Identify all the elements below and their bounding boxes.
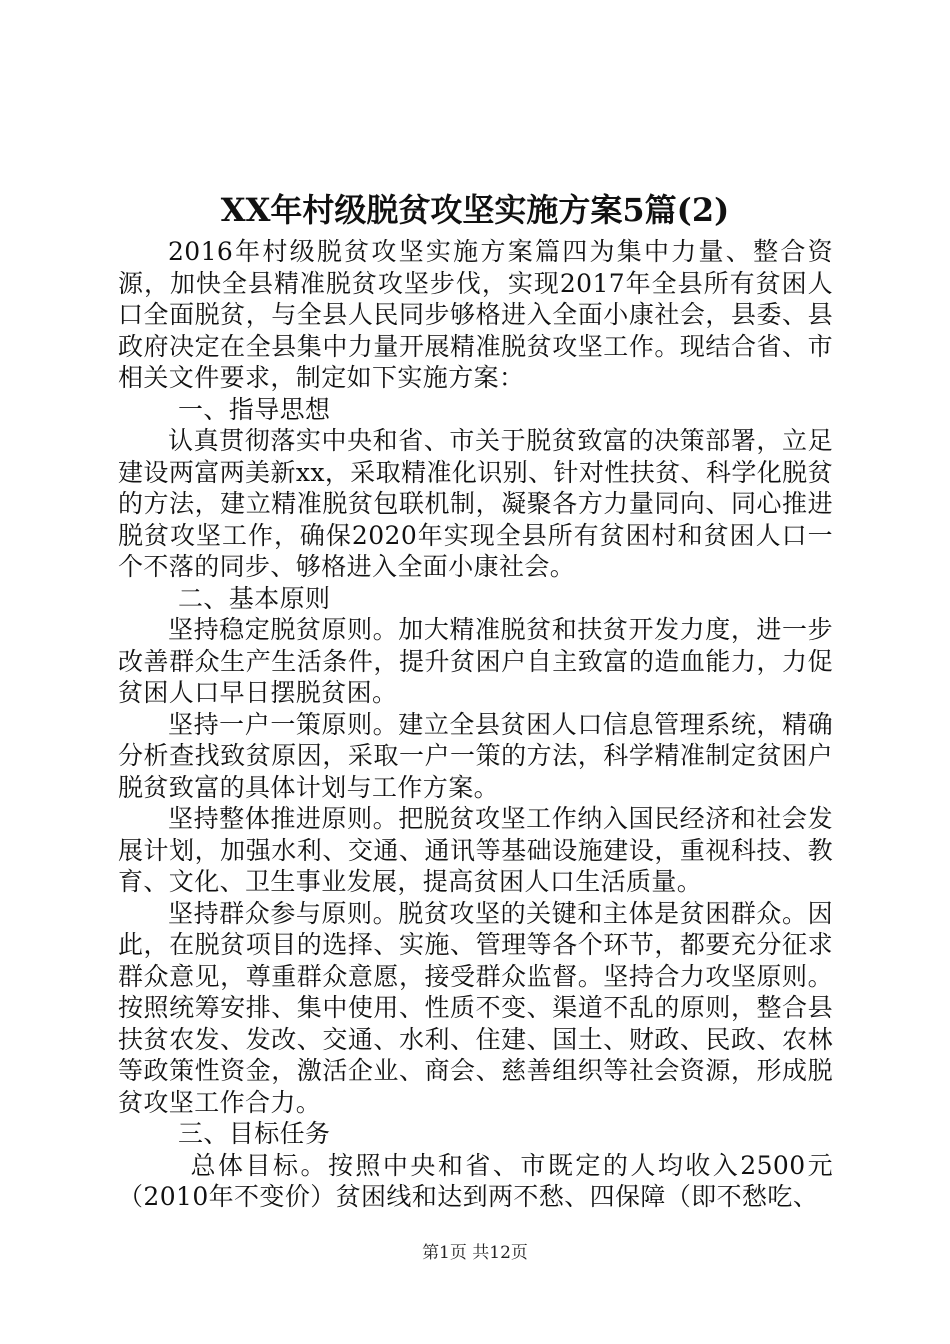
paragraph-principle-participation: 坚持群众参与原则。脱贫攻坚的关键和主体是贫困群众。因此，在脱贫项目的选择、实施、管理等各个环节，都要充分征求群众意见，尊重群众意愿，接受群众监督。坚持合力攻坚原则。按照统筹安排、集中使用、性质不变、渠道不乱的原则，整合县扶贫农发、发改、交通、水利、住建、国土、财政、民政、农林等政策性资金，激活企业、商会、慈善组织等社会资源，形成脱贫攻坚工作合力。 — [118, 898, 833, 1117]
paragraph-overall-target: 总体目标。按照中央和省、市既定的人均收入2500元（2010年不变价）贫困线和达到两不愁、四保障（即不愁吃、 — [118, 1150, 833, 1211]
section-heading-guiding-ideology: 一、指导思想 — [178, 394, 331, 424]
paragraph-principle-stable: 坚持稳定脱贫原则。加大精准脱贫和扶贫开发力度，进一步改善群众生产生活条件，提升贫困户自主致富的造血能力，力促贫困人口早日摆脱贫困。 — [118, 615, 833, 707]
section-heading-targets: 三、目标任务 — [178, 1119, 331, 1148]
paragraph-principle-overall: 坚持整体推进原则。把脱贫攻坚工作纳入国民经济和社会发展计划，加强水利、交通、通讯等基础设施建设，重视科技、教育、文化、卫生事业发展，提高贫困人口生活质量。 — [118, 804, 833, 896]
document-body — [118, 236, 833, 1213]
paragraph-principle-one-household: 坚持一户一策原则。建立全县贫困人口信息管理系统，精确分析查找致贫原因，采取一户一策的方法，科学精准制定贫困户脱贫致富的具体计划与工作方案。 — [118, 709, 833, 802]
page-footer: 第1页 共12页 — [422, 1243, 528, 1263]
page-title: XX年村级脱贫攻坚实施方案5篇(2) — [220, 191, 730, 229]
paragraph-intro: 2016年村级脱贫攻坚实施方案篇四为集中力量、整合资源，加快全县精准脱贫攻坚步伐，实现2017年全县所有贫困人口全面脱贫，与全县人民同步够格进入全面小康社会，县委、县政府决定在全县集中力量开展精准脱贫攻坚工作。现结合省、市相关文件要求，制定如下实施方案： — [118, 237, 833, 392]
paragraph-guiding-ideology: 认真贯彻落实中央和省、市关于脱贫致富的决策部署，立足建设两富两美新xx，采取精准化识别、针对性扶贫、科学化脱贫的方法，建立精准脱贫包联机制，凝聚各方力量同向、同心推进脱贫攻坚工作，确保2020年实现全县所有贫困村和贫困人口一个不落的同步、够格进入全面小康社会。 — [118, 426, 833, 581]
section-heading-basic-principles: 二、基本原则 — [178, 583, 331, 613]
